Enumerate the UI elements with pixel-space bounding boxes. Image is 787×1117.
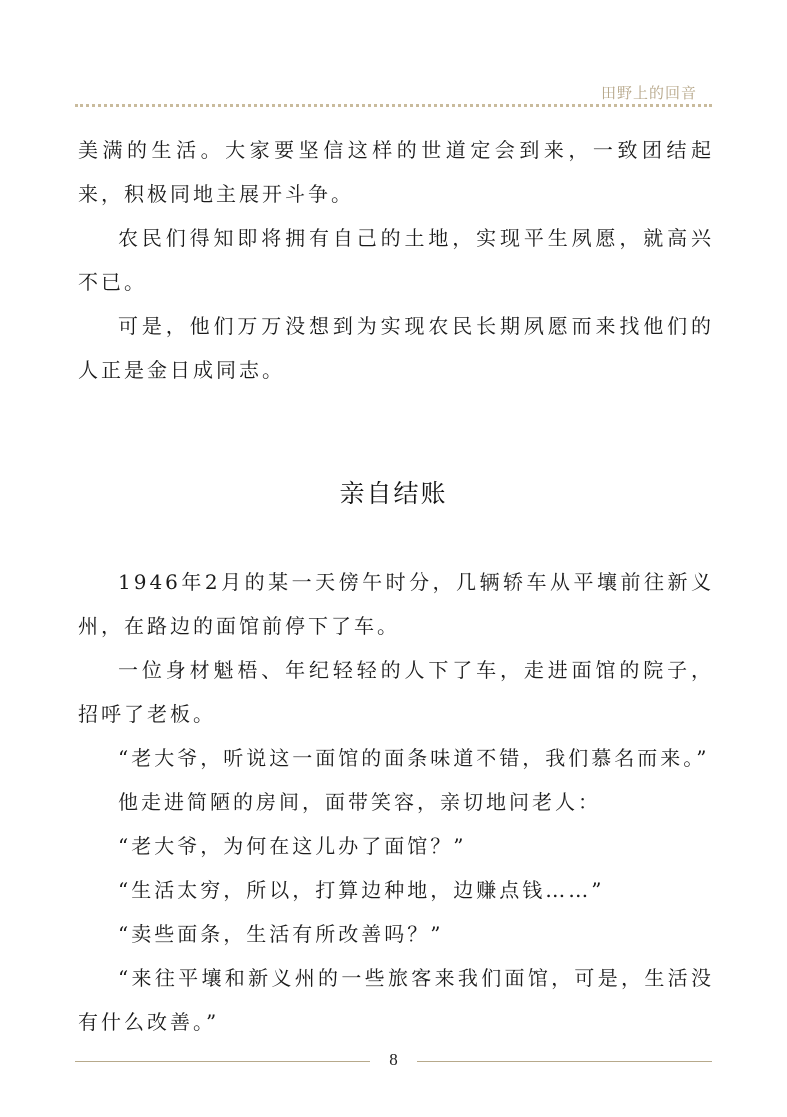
dialogue-line: “卖些面条，生活有所改善吗？” — [118, 922, 444, 946]
paragraph: 1946年2月的某一天傍午时分，几辆轿车从平壤前往新义州，在路边的面馆前停下了车。 — [78, 570, 714, 638]
paragraph: 一位身材魁梧、年纪轻轻的人下了车，走进面馆的院子，招呼了老板。 — [78, 658, 714, 726]
dialogue-line: “来往平壤和新义州的一些旅客来我们面馆，可是，生活没有什么改善。” — [78, 966, 714, 1034]
section-text-block — [78, 560, 714, 1044]
page-number: 8 — [389, 1050, 398, 1069]
page-footer — [75, 1050, 712, 1074]
section-title: 亲自结账 — [339, 479, 448, 508]
footer-rule-right — [417, 1061, 712, 1062]
header-dotted-rule — [75, 104, 712, 107]
dialogue-line: “老大爷，为何在这儿办了面馆？” — [118, 834, 467, 858]
paragraph: 农民们得知即将拥有自己的土地，实现平生夙愿，就高兴不已。 — [78, 226, 714, 294]
top-text-block — [78, 128, 714, 392]
paragraph-continuation: 美满的生活。大家要坚信这样的世道定会到来，一致团结起来，积极同地主展开斗争。 — [78, 138, 714, 206]
dialogue-line: “生活太穷，所以，打算边种地，边赚点钱……” — [118, 878, 605, 902]
paragraph: 可是，他们万万没想到为实现农民长期夙愿而来找他们的人正是金日成同志。 — [78, 314, 714, 382]
paragraph: 他走进简陋的房间，面带笑容，亲切地问老人： — [118, 790, 601, 814]
running-header-title: 田野上的回音 — [600, 84, 697, 102]
dialogue-line: “老大爷，听说这一面馆的面条味道不错，我们慕名而来。” — [118, 746, 710, 770]
